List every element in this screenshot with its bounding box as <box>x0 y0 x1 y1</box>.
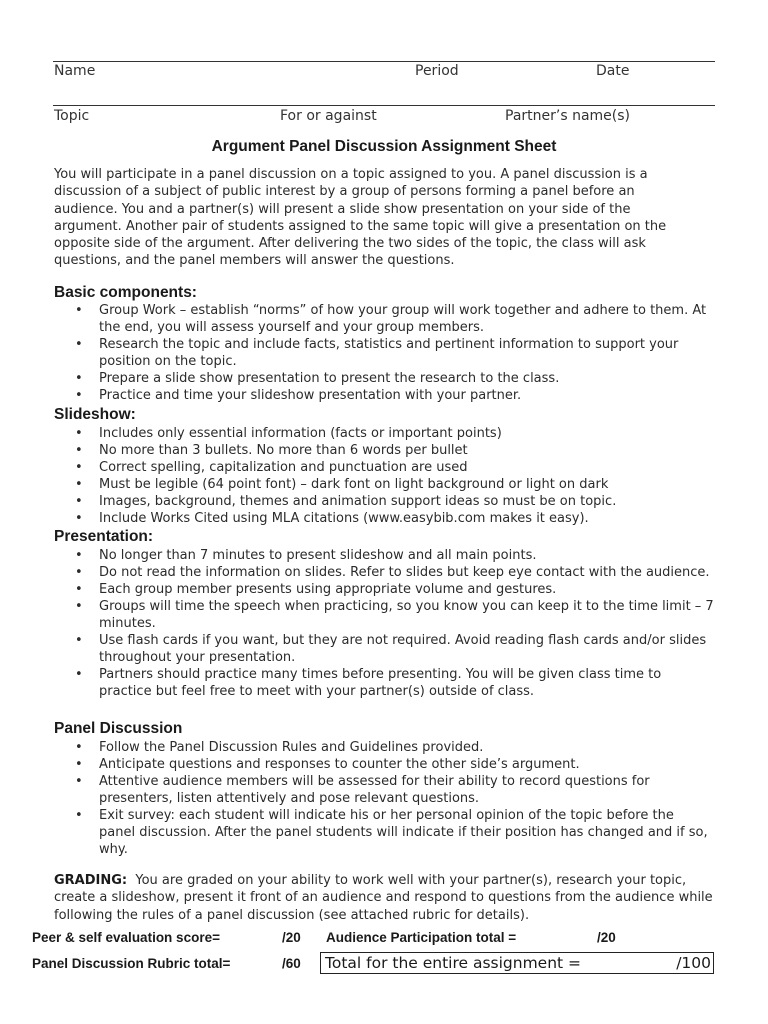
list-item: • Include Works Cited using MLA citations (www.easybib.com makes it easy). <box>54 510 714 527</box>
panel-rubric-max: /60 <box>282 956 301 971</box>
audience-participation-label: Audience Participation total = <box>326 930 517 945</box>
section-heading-panel-discussion: Panel Discussion <box>54 720 183 737</box>
list-item: • Correct spelling, capitalization and punctuation are used <box>54 459 714 476</box>
presentation-list <box>54 547 714 700</box>
grading-paragraph <box>54 872 719 924</box>
date-field-label: Date <box>596 63 630 79</box>
period-field-label: Period <box>415 63 459 79</box>
partners-field-label: Partner’s name(s) <box>505 108 630 124</box>
list-item: • Groups will time the speech when practicing, so you know you can keep it to the time limit – 7 minutes. <box>54 598 714 632</box>
header-rule-middle <box>53 105 715 106</box>
intro-paragraph <box>54 166 719 270</box>
topic-field-label: Topic <box>54 108 90 124</box>
grading-text: You are graded on your ability to work well with your partner(s), research your topic, create a slideshow, present it front of an audience and respond to questions from the audience while following the rules of a panel discussion (see attached rubric for details). <box>54 873 713 923</box>
slideshow-list <box>54 425 714 527</box>
intro-line: opposite side of the argument. After delivering the two sides of the topic, the class will ask <box>54 236 646 252</box>
intro-line: discussion of a subject of public interest by a group of persons forming a panel before an <box>54 184 635 200</box>
panel-rubric-label: Panel Discussion Rubric total= <box>32 956 231 971</box>
list-item: • Includes only essential information (facts or important points) <box>54 425 714 442</box>
header-rule-top <box>53 61 715 62</box>
list-item: • No more than 3 bullets. No more than 6 words per bullet <box>54 442 714 459</box>
document-title: Argument Panel Discussion Assignment Sheet <box>211 138 557 155</box>
list-item: • Do not read the information on slides. Refer to slides but keep eye contact with the audience. <box>54 564 714 581</box>
list-item: • No longer than 7 minutes to present slideshow and all main points. <box>54 547 714 564</box>
list-item: • Anticipate questions and responses to counter the other side’s argument. <box>54 756 714 773</box>
list-item: • Research the topic and include facts, statistics and pertinent information to support your position on the topic. <box>54 336 714 370</box>
list-item: • Each group member presents using appropriate volume and gestures. <box>54 581 714 598</box>
list-item: • Prepare a slide show presentation to present the research to the class. <box>54 370 714 387</box>
peer-evaluation-max: /20 <box>282 930 301 945</box>
peer-evaluation-label: Peer & self evaluation score= <box>32 930 220 945</box>
list-item: • Group Work – establish “norms” of how your group will work together and adhere to them. At the end, you will assess yourself and your group members. <box>54 302 714 336</box>
list-item: • Use flash cards if you want, but they are not required. Avoid reading flash cards and/or slides throughout your presentation. <box>54 632 714 666</box>
audience-participation-max: /20 <box>597 930 616 945</box>
list-item: • Partners should practice many times before presenting. You will be given class time to practice but feel free to meet with your partner(s) outside of class. <box>54 666 714 700</box>
list-item: • Practice and time your slideshow presentation with your partner. <box>54 387 714 404</box>
assignment-total-max: /100 <box>676 954 711 972</box>
panel-discussion-list <box>54 739 714 858</box>
grading-label: GRADING: <box>54 873 128 888</box>
assignment-total-box <box>320 952 714 974</box>
section-heading-basic-components: Basic components: <box>54 284 197 301</box>
intro-line: You will participate in a panel discussion on a topic assigned to you. A panel discussion is a <box>54 167 648 182</box>
list-item: • Attentive audience members will be assessed for their ability to record questions for presenters, listen attentively and pose relevant questions. <box>54 773 714 807</box>
for-against-field-label: For or against <box>280 108 377 124</box>
list-item: • Images, background, themes and animation support ideas so must be on topic. <box>54 493 714 510</box>
list-item: • Exit survey: each student will indicate his or her personal opinion of the topic before the panel discussion. After the panel students will indicate if their position has changed and if so, why. <box>54 807 714 858</box>
assignment-total-label: Total for the entire assignment = <box>325 954 582 972</box>
basic-components-list <box>54 302 714 404</box>
intro-line: argument. Another pair of students assigned to the same topic will give a presentation on the <box>54 218 667 234</box>
intro-line: questions, and the panel members will answer the questions. <box>54 253 455 269</box>
list-item: • Follow the Panel Discussion Rules and Guidelines provided. <box>54 739 714 756</box>
section-heading-slideshow: Slideshow: <box>54 406 136 423</box>
section-heading-presentation: Presentation: <box>54 528 154 545</box>
list-item: • Must be legible (64 point font) – dark font on light background or light on dark <box>54 476 714 493</box>
name-field-label: Name <box>54 63 96 79</box>
intro-line: audience. You and a partner(s) will present a slide show presentation on your side of the <box>54 201 631 217</box>
